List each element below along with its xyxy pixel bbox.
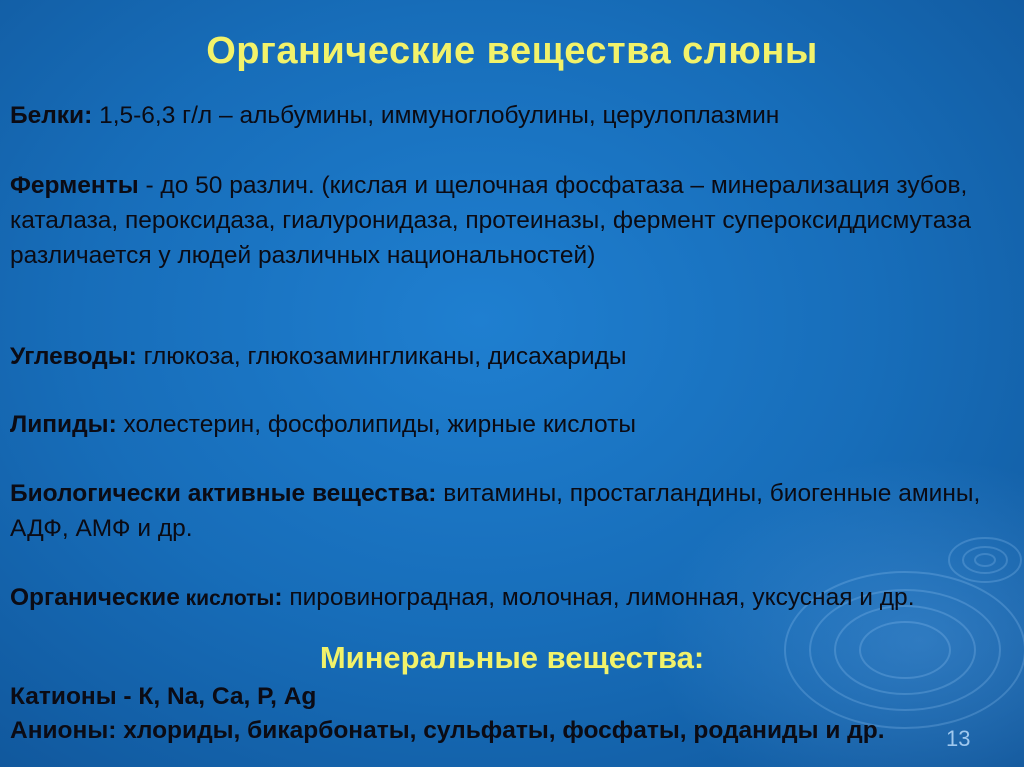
organic-acids-label-small: кислоты [179,587,275,610]
lipids-label: Липиды: [10,411,117,438]
lipids-text: холестерин, фосфолипиды, жирные кислоты [116,411,636,438]
mineral-substances-heading: Минеральные вещества: [319,640,705,675]
organic-acids-text: пировиноградная, молочная, лимонная, уксусная и др. [282,584,915,611]
organic-acids-label: Органические [10,584,180,611]
page-number: 13 [946,726,971,751]
proteins-label: Белки: [10,102,93,129]
slide-title: Органические вещества слюны [206,30,818,72]
organic-acids-colon: : [274,584,283,611]
carbs-label: Углеводы: [10,343,137,370]
organic-acids-paragraph [10,580,1010,616]
carbs-text: глюкоза, глюкозамингликаны, дисахариды [136,343,627,370]
bioactive-paragraph [10,476,1010,546]
proteins-paragraph [10,98,1010,133]
carbs-paragraph [10,339,1010,374]
cations-line: Катионы - К, Na, Са, Р, Ag [10,683,317,710]
enzymes-label: Ферменты [10,172,139,199]
bioactive-label: Биологически активные вещества: [10,480,437,507]
proteins-text: 1,5-6,3 г/л – альбумины, иммуноглобулины, церулоплазмин [92,102,780,129]
anions-line: Анионы: хлориды, бикарбонаты, сульфаты, фосфаты, роданиды и др. [10,717,885,744]
lipids-paragraph [10,407,1010,442]
enzymes-paragraph [10,168,1010,273]
bioactive-text: витамины, простагландины, биогенные амины, АДФ, АМФ и др. [10,480,981,542]
enzymes-text: - до 50 различ. (кислая и щелочная фосфатаза – минерализация зубов, каталаза, пероксидаза, гиалуронидаза, протеиназы, фермент супероксиддисмутаза различается у людей различных национальностей) [10,172,971,269]
